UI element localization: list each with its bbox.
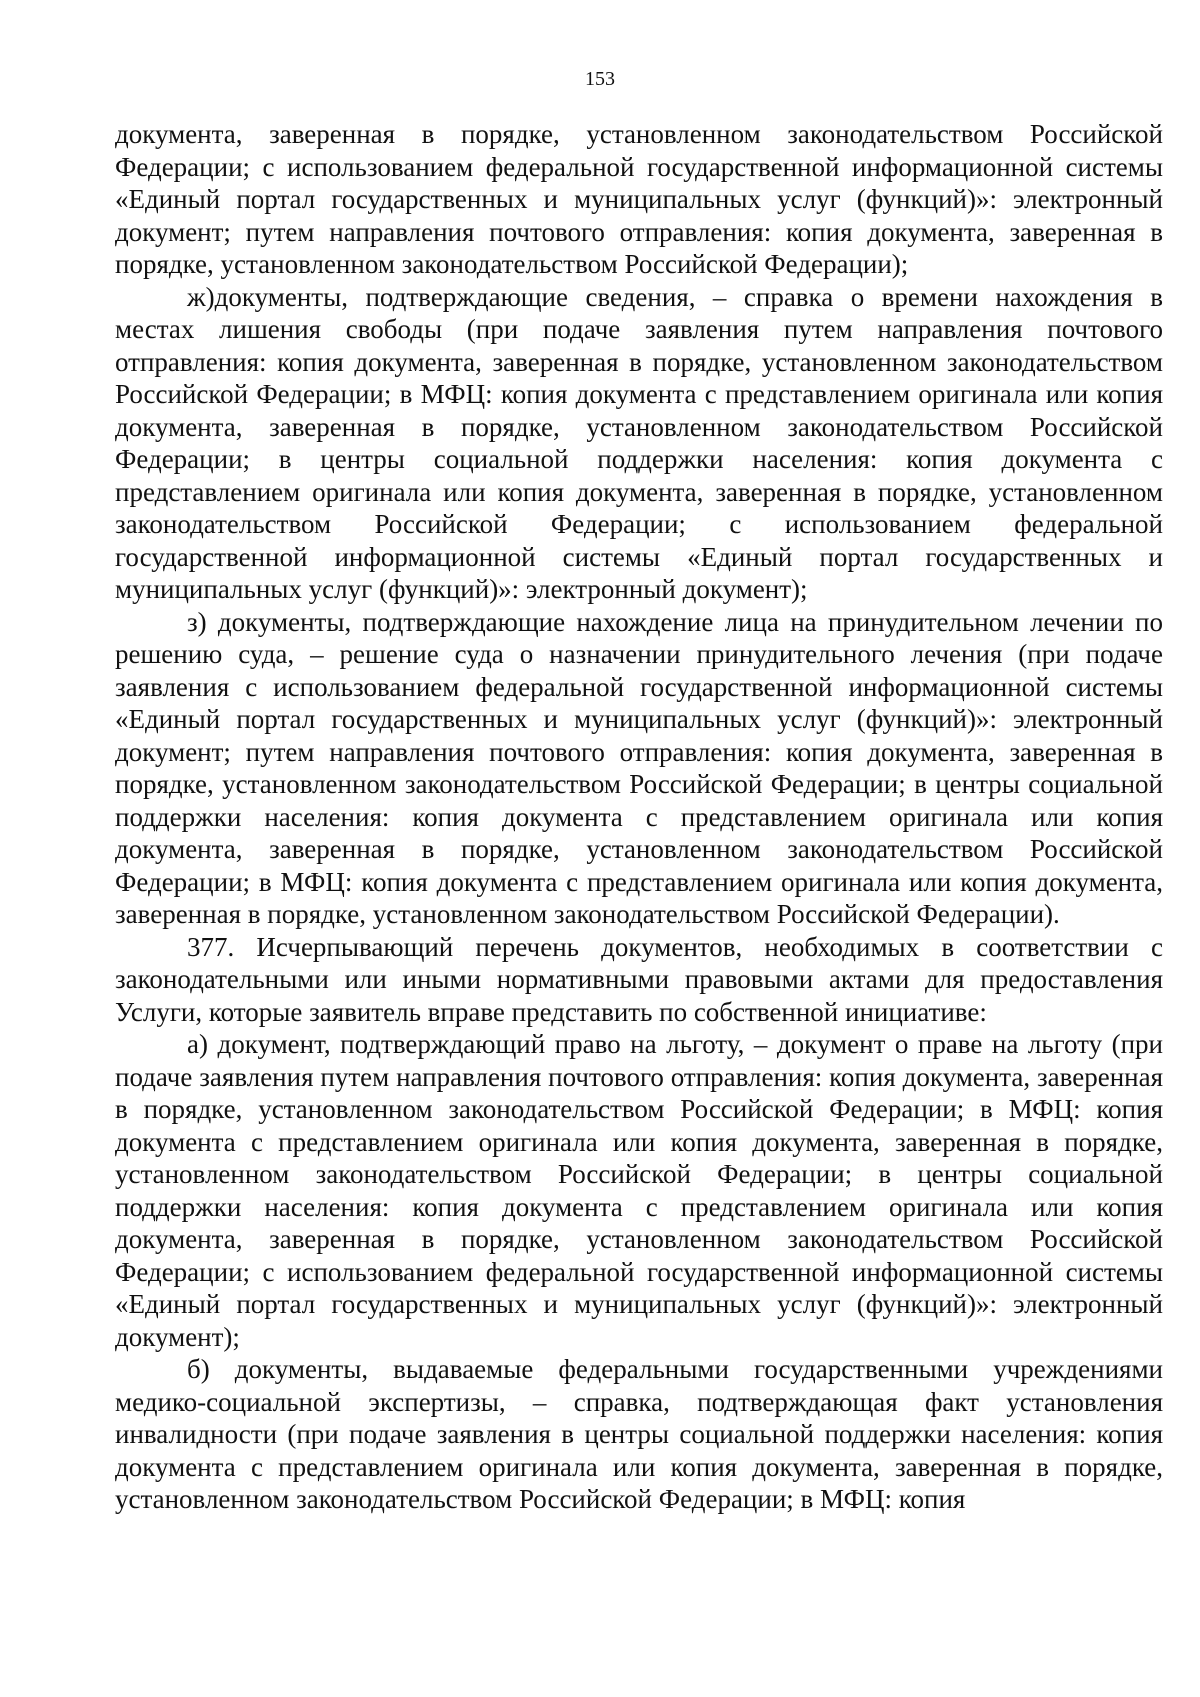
paragraph-item-z: з) документы, подтверждающие нахождение лица на принудительном лечении по решению суда, – решение суда о назначении принудительного лечения (при подаче заявления с использованием федеральной государственной информационной системы «Единый портал государственных и муниципальных услуг (функций)»: электронный документ; путем направления почтового отправления: копия документа, заверенная в порядке, установленном законодательством Российской Федерации; в центры социальной поддержки населения: копия документа с представлением оригинала или копия документа, заверенная в порядке, установленном законодательством Российской Федерации; в МФЦ: копия документа с представлением оригинала или копия документа, заверенная в порядке, установленном законодательством Российской Федерации). — [115, 606, 1163, 929]
paragraph-item-zh: ж)документы, подтверждающие сведения, – справка о времени нахождения в местах лишения свободы (при подаче заявления путем направления почтового отправления: копия документа, заверенная в порядке, установленном законодательством Российской Федерации; в МФЦ: копия документа с представлением оригинала или копия документа, заверенная в порядке, установленном законодательством Российской Федерации; в центры социальной поддержки населения: копия документа с представлением оригинала или копия документа, заверенная в порядке, установленном законодательством Российской Федерации; с использованием федеральной государственной информационной системы «Единый портал государственных и муниципальных услуг (функций)»: электронный документ); — [115, 281, 1163, 604]
page-number: 153 — [585, 68, 615, 90]
paragraph-item-b: б) документы, выдаваемые федеральными государственными учреждениями медико-социальной экспертизы, – справка, подтверждающая факт установления инвалидности (при подаче заявления в центры социальной поддержки населения: копия документа с представлением оригинала или копия документа, заверенная в порядке, установленном законодательством Российской Федерации; в МФЦ: копия — [115, 1354, 1163, 1514]
paragraph-377: 377. Исчерпывающий перечень документов, необходимых в соответствии с законодательными или иными нормативными правовыми актами для предоставления Услуги, которые заявитель вправе представить по собственной инициативе: — [115, 931, 1163, 1027]
document-body — [115, 118, 1163, 1516]
paragraph-item-a: а) документ, подтверждающий право на льготу, – документ о праве на льготу (при подаче заявления путем направления почтового отправления: копия документа, заверенная в порядке, установленном законодательством Российской Федерации; в МФЦ: копия документа с представлением оригинала или копия документа, заверенная в порядке, установленном законодательством Российской Федерации; в центры социальной поддержки населения: копия документа с представлением оригинала или копия документа, заверенная в порядке, установленном законодательством Российской Федерации; с использованием федеральной государственной информационной системы «Единый портал государственных и муниципальных услуг (функций)»: электронный документ); — [115, 1029, 1163, 1352]
paragraph-continuation: документа, заверенная в порядке, установленном законодательством Российской Федерации; с использованием федеральной государственной информационной системы «Единый портал государственных и муниципальных услуг (функций)»: электронный документ; путем направления почтового отправления: копия документа, заверенная в порядке, установленном законодательством Российской Федерации); — [115, 119, 1163, 279]
